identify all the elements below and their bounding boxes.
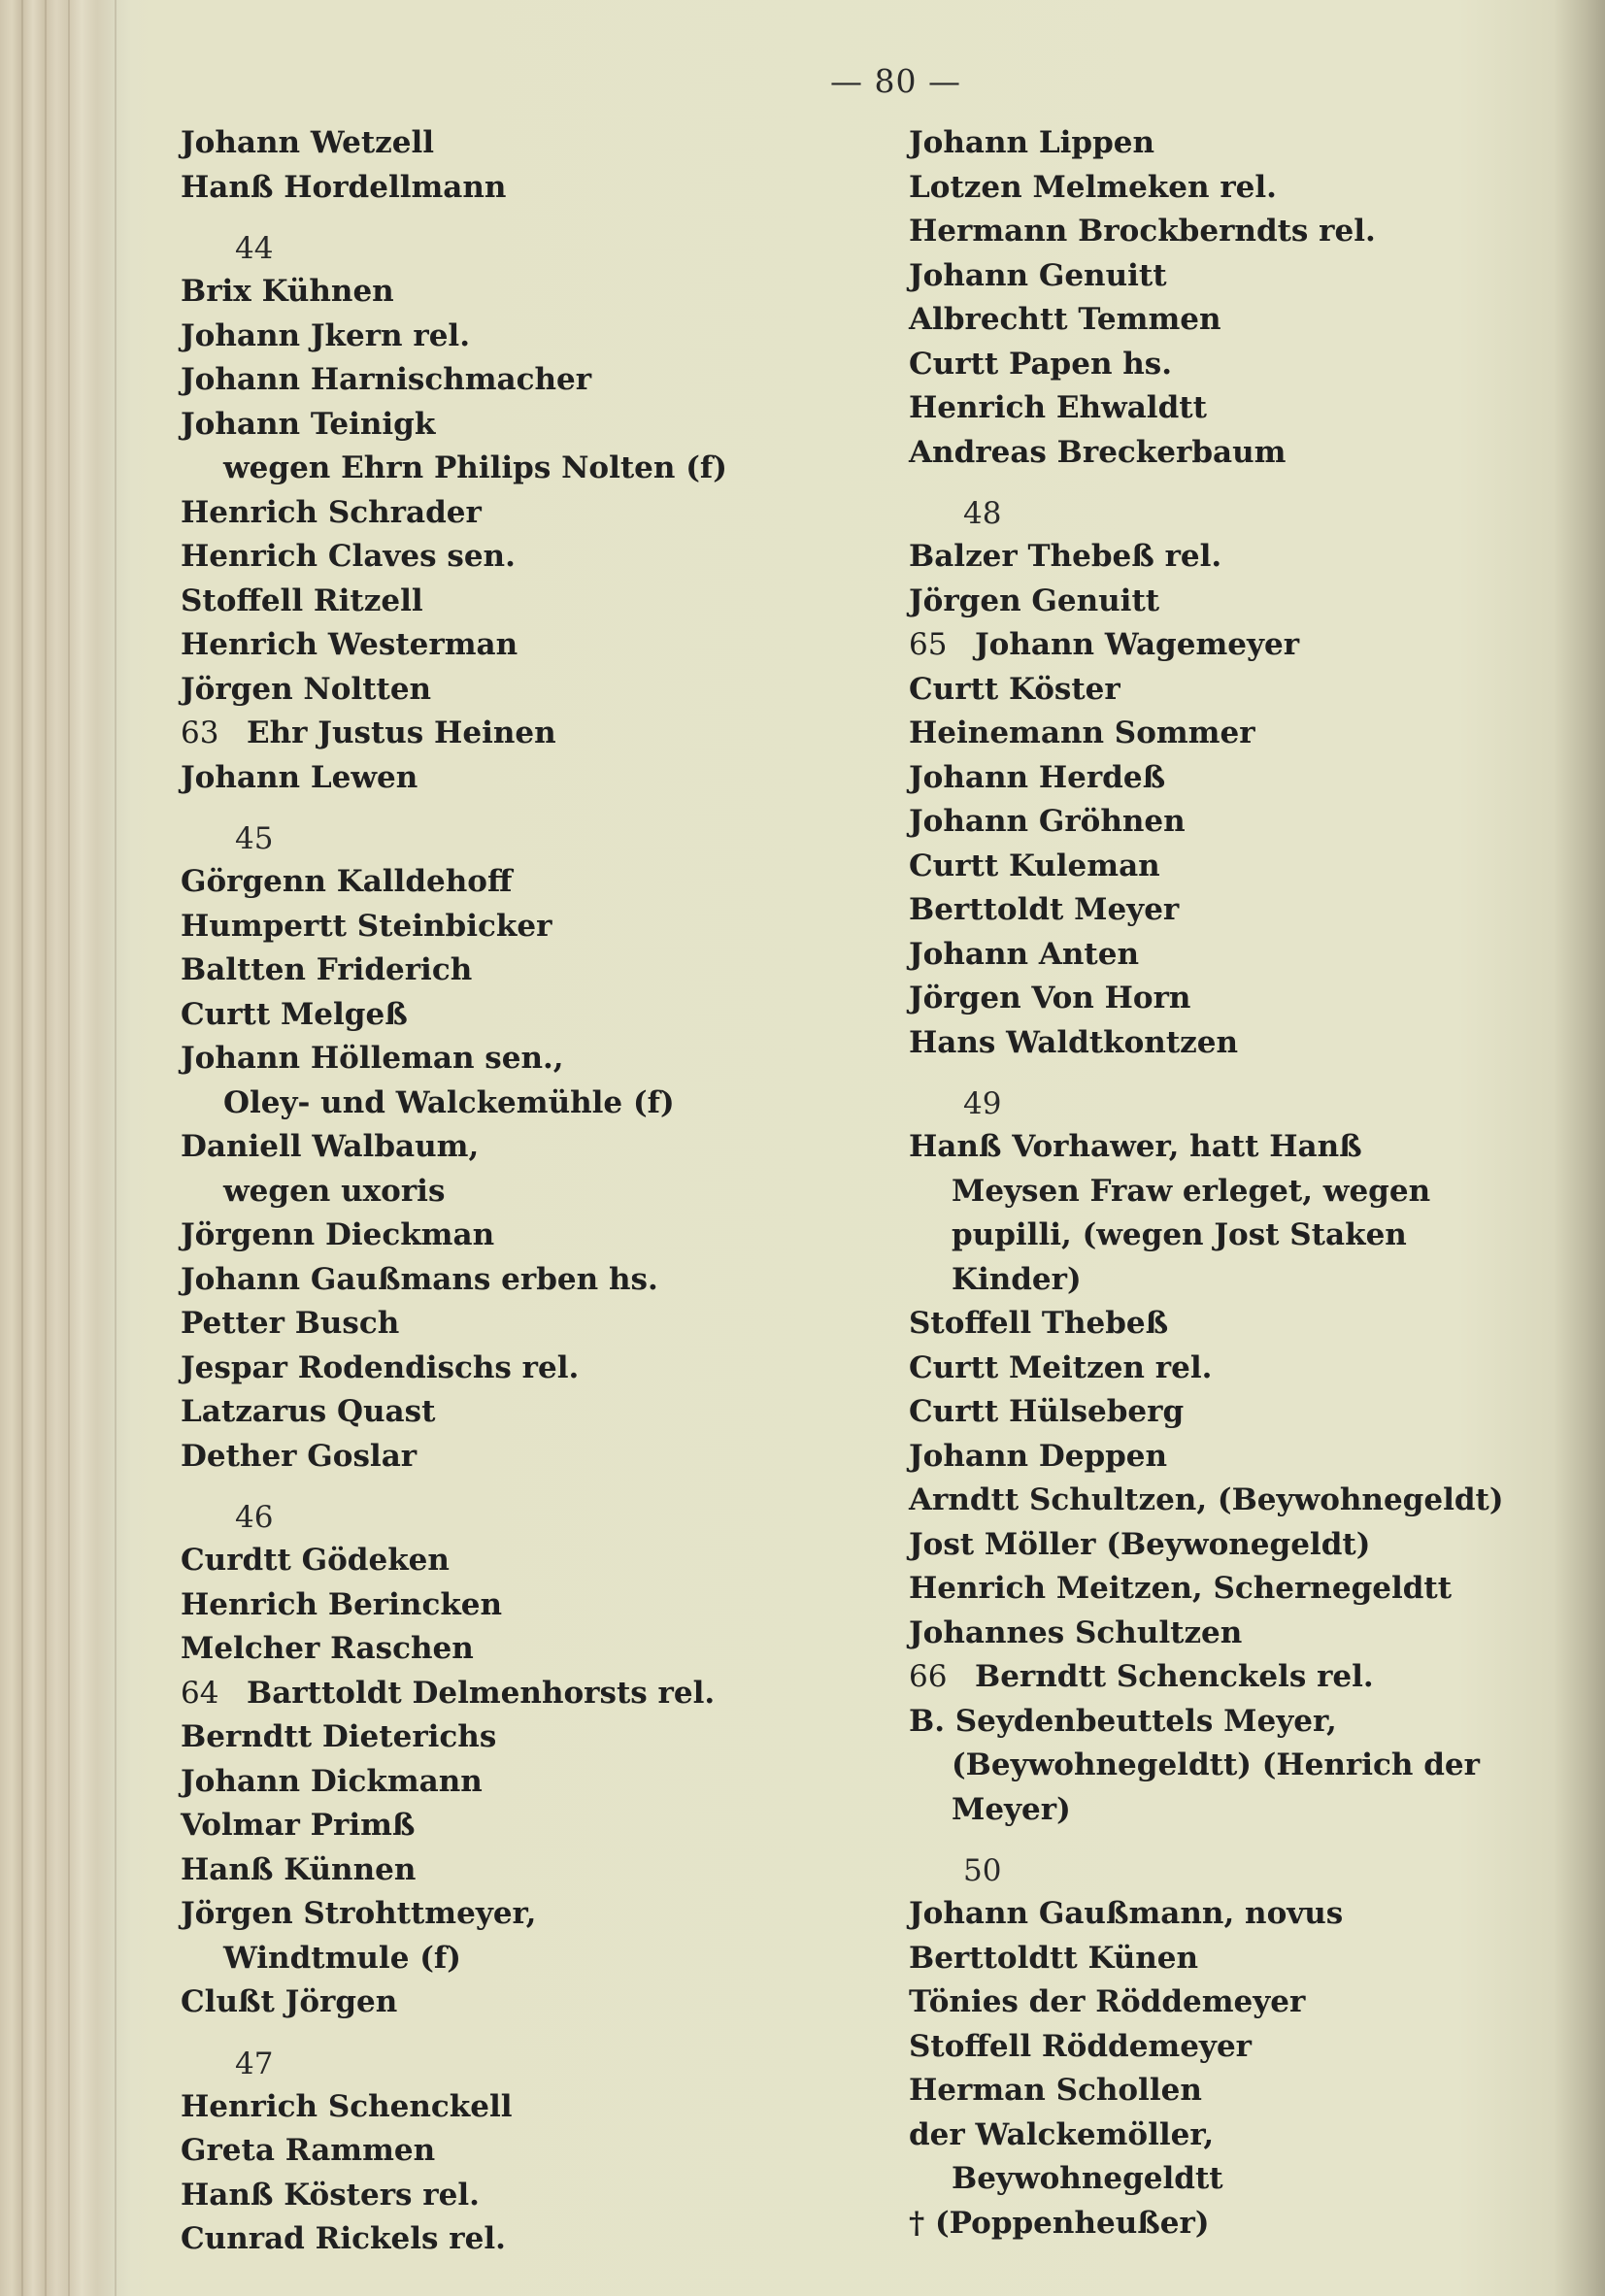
entry-continuation <box>181 1170 880 1215</box>
entry-text: Curdtt Gödeken <box>181 1543 450 1578</box>
entry-text: Herman Schollen <box>909 2073 1202 2108</box>
entry-text: Stoffell Röddemeyer <box>909 2028 1253 2064</box>
entry-continuation <box>181 1081 880 1126</box>
entry-text: Meyer) <box>952 1791 1071 1827</box>
list-entry <box>909 668 1530 713</box>
entry-text: Clußt Jörgen <box>181 1984 398 2019</box>
entry-text: Johann Hölleman sen., <box>181 1041 564 1076</box>
entry-text: Curtt Kuleman <box>909 848 1160 883</box>
entry-text: Hanß Künnen <box>181 1851 417 1887</box>
list-entry <box>181 1715 880 1760</box>
entry-text: Petter Busch <box>181 1306 400 1341</box>
list-entry <box>909 1567 1530 1612</box>
entry-text: Jörgen Genuitt <box>909 582 1160 618</box>
list-entry <box>909 1302 1530 1347</box>
entry-text: Hanß Hordellmann <box>181 169 507 205</box>
entry-text: Görgenn Kalldehoff <box>181 864 513 899</box>
entry-continuation <box>181 1937 880 1981</box>
entry-text: Johann Lewen <box>181 759 418 795</box>
entry-text: Melcher Raschen <box>181 1631 474 1666</box>
entry-continuation <box>909 1788 1530 1833</box>
list-entry <box>909 933 1530 978</box>
entry-number: 66 <box>909 1659 948 1694</box>
entry-text: Balzer Thebeß rel. <box>909 539 1222 574</box>
entry-text: Johann Gaußmans erben hs. <box>181 1261 658 1297</box>
entry-text: Lotzen Melmeken rel. <box>909 169 1277 205</box>
list-entry <box>181 1804 880 1848</box>
list-entry <box>181 668 880 713</box>
entry-text: Berttoldt Meyer <box>909 892 1180 927</box>
list-entry <box>181 756 880 801</box>
list-entry <box>909 1435 1530 1480</box>
entry-text: Johann Herdeß <box>909 759 1166 795</box>
entry-text: Henrich Meitzen, Schernegeldtt <box>909 1571 1453 1606</box>
list-entry <box>181 1627 880 1672</box>
list-entry <box>909 1892 1530 1937</box>
entry-text: Hermann Brockberndts rel. <box>909 214 1376 249</box>
entry-text: Johann Harnischmacher <box>181 362 592 397</box>
section-number: 46 <box>235 1500 274 1535</box>
list-entry <box>181 315 880 359</box>
entry-continuation <box>909 1170 1530 1215</box>
list-entry <box>909 977 1530 1021</box>
entry-text: Jost Möller (Beywonegeldt) <box>909 1526 1371 1562</box>
list-entry <box>181 1347 880 1391</box>
page-edge-line <box>21 0 23 2296</box>
list-entry <box>181 948 880 993</box>
entry-text: Henrich Westerman <box>181 627 518 662</box>
list-entry <box>909 1479 1530 1523</box>
entry-text: Cunrad Rickels rel. <box>181 2221 506 2256</box>
page-number: — 80 — <box>830 62 961 100</box>
list-entry <box>909 845 1530 889</box>
entry-text: Greta Rammen <box>181 2133 436 2168</box>
entry-text: Brix Kühnen <box>181 274 394 309</box>
list-entry <box>181 2174 880 2218</box>
list-entry <box>181 1302 880 1347</box>
list-entry <box>181 2085 880 2130</box>
list-entry <box>181 2129 880 2174</box>
entry-text: wegen Ehrn Philips Nolten (f) <box>223 450 727 485</box>
list-entry <box>181 1760 880 1805</box>
entry-continuation <box>909 1744 1530 1788</box>
entry-text: Johann Wagemeyer <box>975 627 1300 662</box>
list-entry <box>181 1848 880 1893</box>
entry-text: Tönies der Röddemeyer <box>909 1984 1306 2019</box>
entry-text: Berndtt Schenckels rel. <box>975 1659 1374 1694</box>
entry-number: 64 <box>181 1675 219 1711</box>
list-entry <box>181 1037 880 1081</box>
list-entry <box>909 2202 1530 2246</box>
entry-text: Curtt Melgeß <box>181 996 408 1032</box>
list-entry <box>909 580 1530 624</box>
entry-text: Johannes Schultzen <box>909 1614 1243 1650</box>
list-entry <box>181 1672 880 1716</box>
list-entry <box>909 623 1530 668</box>
list-entry <box>909 1390 1530 1435</box>
list-entry <box>181 1980 880 2025</box>
section-number: 49 <box>963 1086 1002 1121</box>
entry-text: Hans Waldtkontzen <box>909 1024 1239 1060</box>
entry-text: Curtt Papen hs. <box>909 346 1173 382</box>
list-entry <box>181 2217 880 2262</box>
list-entry <box>181 358 880 403</box>
section-number: 50 <box>963 1853 1002 1888</box>
list-entry <box>181 580 880 624</box>
entry-text: Ehr Justus Heinen <box>247 715 556 750</box>
entry-text: Johann Genuitt <box>909 257 1167 293</box>
entry-text: Latzarus Quast <box>181 1394 436 1429</box>
list-entry <box>909 2069 1530 2113</box>
list-entry <box>909 888 1530 933</box>
list-entry <box>909 166 1530 211</box>
list-entry <box>181 905 880 949</box>
entry-text: Beywohnegeldtt <box>952 2161 1223 2196</box>
list-entry <box>909 1980 1530 2025</box>
list-entry <box>181 623 880 668</box>
page-edge-line <box>68 0 70 2296</box>
entry-text: Albrechtt Temmen <box>909 302 1221 337</box>
entry-text: Johann Dickmann <box>181 1763 483 1799</box>
entry-text: Humpertt Steinbicker <box>181 908 552 944</box>
list-entry <box>909 343 1530 387</box>
entry-text: Henrich Berincken <box>181 1586 503 1622</box>
list-entry <box>909 712 1530 756</box>
list-entry <box>909 1021 1530 1066</box>
list-entry <box>181 1125 880 1170</box>
entry-text: Henrich Schrader <box>181 494 482 530</box>
entry-text: Hanß Kösters rel. <box>181 2177 480 2213</box>
entry-text: Johann Deppen <box>909 1438 1168 1474</box>
list-entry <box>909 298 1530 343</box>
entry-text: Johann Gaußmann, novus <box>909 1896 1344 1931</box>
entry-number: 65 <box>909 627 948 662</box>
entry-text: Henrich Claves sen. <box>181 539 516 574</box>
entry-text: Curtt Köster <box>909 671 1120 707</box>
list-entry <box>909 1612 1530 1656</box>
entry-text: Stoffell Thebeß <box>909 1306 1169 1341</box>
entry-number: 63 <box>181 715 219 750</box>
entry-text: Henrich Schenckell <box>181 2088 513 2124</box>
list-entry <box>909 121 1530 166</box>
entry-text: (Beywohnegeldtt) (Henrich der <box>952 1747 1480 1782</box>
list-entry <box>909 756 1530 801</box>
entry-text: Dether Goslar <box>181 1438 418 1474</box>
list-entry <box>181 1435 880 1480</box>
list-entry <box>909 210 1530 254</box>
list-entry <box>909 1655 1530 1700</box>
list-entry <box>181 535 880 580</box>
entry-text: Johann Teinigk <box>181 406 436 442</box>
entry-text: Johann Anten <box>909 936 1140 972</box>
section-number: 45 <box>235 821 274 856</box>
entry-text: wegen uxoris <box>223 1173 446 1209</box>
entry-text: Berndtt Dieterichs <box>181 1719 497 1754</box>
entry-text: Meysen Fraw erleget, wegen <box>952 1173 1431 1209</box>
entry-text: Curtt Meitzen rel. <box>909 1349 1213 1385</box>
list-entry <box>909 1937 1530 1981</box>
list-entry <box>181 993 880 1038</box>
entry-text: Jespar Rodendischs rel. <box>181 1349 580 1385</box>
list-entry <box>181 1258 880 1303</box>
list-entry <box>909 2113 1530 2158</box>
list-entry <box>909 1347 1530 1391</box>
list-entry <box>909 535 1530 580</box>
list-entry <box>181 403 880 448</box>
list-entry <box>909 386 1530 431</box>
entry-continuation <box>181 447 880 491</box>
entry-text: Heinemann Sommer <box>909 715 1255 750</box>
list-entry <box>181 1539 880 1583</box>
list-entry <box>181 860 880 905</box>
list-entry <box>909 1523 1530 1568</box>
entry-text: Johann Lippen <box>909 125 1155 160</box>
entry-text: B. Seydenbeuttels Meyer, <box>909 1703 1337 1739</box>
list-entry <box>181 166 880 211</box>
section-number: 47 <box>235 2046 274 2081</box>
entry-text: Johann Jkern rel. <box>181 317 470 353</box>
section-number: 48 <box>963 496 1002 531</box>
page-edge-line <box>45 0 47 2296</box>
list-entry <box>909 1125 1530 1170</box>
entry-text: Johann Gröhnen <box>909 804 1186 839</box>
list-entry <box>181 1390 880 1435</box>
section-number: 44 <box>235 231 274 266</box>
entry-text: Berttoldtt Künen <box>909 1940 1199 1976</box>
right-column <box>909 121 1530 2246</box>
list-entry <box>909 254 1530 299</box>
entry-text: der Walckemöller, <box>909 2116 1215 2152</box>
entry-text: Kinder) <box>952 1261 1082 1297</box>
entry-text: Curtt Hülseberg <box>909 1394 1185 1429</box>
list-entry <box>181 1214 880 1258</box>
list-entry <box>181 491 880 536</box>
list-entry <box>181 712 880 756</box>
entry-text: pupilli, (wegen Jost Staken <box>952 1217 1407 1252</box>
entry-continuation <box>909 1214 1530 1258</box>
entry-text: Andreas Breckerbaum <box>909 434 1287 470</box>
entry-text: Jörgenn Dieckman <box>181 1217 495 1252</box>
entry-text: Barttoldt Delmenhorsts rel. <box>247 1675 716 1711</box>
page-edge-line <box>115 0 117 2296</box>
entry-text: Baltten Friderich <box>181 952 473 987</box>
entry-continuation <box>909 1258 1530 1303</box>
entry-text: Johann Wetzell <box>181 125 435 160</box>
list-entry <box>909 2025 1530 2070</box>
list-entry <box>909 1700 1530 1745</box>
entry-text: Henrich Ehwaldtt <box>909 390 1207 425</box>
list-entry <box>181 1892 880 1937</box>
entry-text: Daniell Walbaum, <box>181 1129 480 1164</box>
list-entry <box>181 121 880 166</box>
entry-text: Jörgen Von Horn <box>909 981 1191 1015</box>
entry-text: Stoffell Ritzell <box>181 582 423 618</box>
entry-text: Jörgen Noltten <box>181 671 432 707</box>
left-column <box>181 121 880 2262</box>
entry-text: Volmar Primß <box>181 1808 416 1843</box>
list-entry <box>909 431 1530 476</box>
list-entry <box>181 270 880 315</box>
entry-text: Windtmule (f) <box>223 1940 461 1976</box>
entry-text: Oley- und Walckemühle (f) <box>223 1084 675 1120</box>
entry-text: † (Poppenheußer) <box>909 2205 1210 2241</box>
entry-continuation <box>909 2157 1530 2202</box>
list-entry <box>181 1583 880 1628</box>
entry-text: Jörgen Strohttmeyer, <box>181 1896 537 1931</box>
entry-text: Arndtt Schultzen, (Beywohnegeldt) <box>909 1482 1504 1517</box>
list-entry <box>909 800 1530 845</box>
entry-text: Hanß Vorhawer, hatt Hanß <box>909 1129 1362 1164</box>
